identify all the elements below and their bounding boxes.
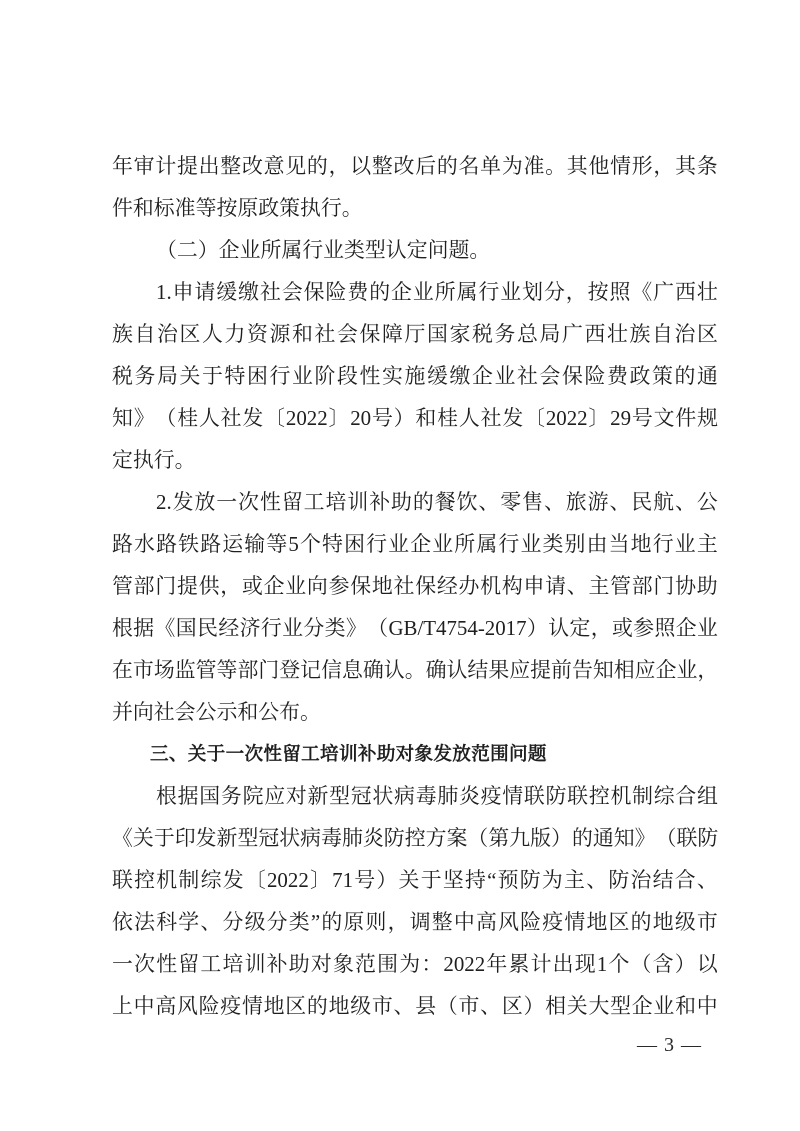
document-line: 2. 发 放 一 次 性 留 工 培 训 补 助 的 餐 饮 、 零 售 、 旅 游 、 民 航 、 公 [156,490,718,514]
page-number: — 3 — [637,1034,702,1056]
section-heading-line: 三、关于一次性留工培训补助对象发放范围问题 [150,743,547,764]
document-line: 根 据 《 国 民 经 济 行 业 分 类 》 （ GB/T4754-2017 ） 认 定 ， 或 参 照 企 业 [112,616,718,640]
document-line: 族 自 治 区 人 力 资 源 和 社 会 保 障 厅 国 家 税 务 总 局 广 西 壮 族 自 治 区 [112,322,718,346]
document-line: 一 次 性 留 工 培 训 补 助 对 象 范 围 为 ： 2022 年 累 计 出 现 1 个 （ 含 ） 以 [112,952,718,976]
document-line: 根 据 国 务 院 应 对 新 型 冠 状 病 毒 肺 炎 疫 情 联 防 联 控 机 制 综 合 组 [156,784,718,808]
document-line: 税 务 局 关 于 特 困 行 业 阶 段 性 实 施 缓 缴 企 业 社 会 保 险 费 政 策 的 通 [112,364,718,388]
document-body [112,145,718,1027]
document-line: 1. 申 请 缓 缴 社 会 保 险 费 的 企 业 所 属 行 业 划 分 ， 按 照 《 广 西 壮 [156,280,718,304]
document-line: 件和标准等按原政策执行。 [112,196,363,220]
document-line: 联 控 机 制 综 发 〔 2022 〕 71 号 ） 关 于 坚 持 “ 预 防 为 主 、 防 治 结 合 、 [112,868,718,892]
document-line: 路 水 路 铁 路 运 输 等 5 个 特 困 行 业 企 业 所 属 行 业 类 别 由 当 地 行 业 主 [112,532,718,556]
document-line: 在 市 场 监 管 等 部 门 登 记 信 息 确 认 。 确 认 结 果 应 提 前 告 知 相 应 企 业 ， [112,658,719,682]
document-line: 管 部 门 提 供 ， 或 企 业 向 参 保 地 社 保 经 办 机 构 申 请 、 主 管 部 门 协 助 [112,574,718,598]
document-line: 年 审 计 提 出 整 改 意 见 的 ， 以 整 改 后 的 名 单 为 准 。 其 他 情 形 ， 其 条 [112,154,718,178]
document-line: 并向社会公示和公布。 [112,700,321,724]
document-line: 上 中 高 风 险 疫 情 地 区 的 地 级 市 、 县 （ 市 、 区 ） 相 关 大 型 企 业 和 中 [112,994,718,1018]
document-line: 定执行。 [112,448,196,472]
document-line: 依 法 科 学 、 分 级 分 类 ” 的 原 则 ， 调 整 中 高 风 险 疫 情 地 区 的 地 级 市 [112,910,718,934]
document-line: 知 》 （ 桂 人 社 发 〔 2022 〕 20 号 ） 和 桂 人 社 发 〔 2022 〕 29 号 文 件 规 [112,406,718,430]
document-line: （二）企业所属行业类型认定问题。 [156,238,491,262]
document-line: 《 关 于 印 发 新 型 冠 状 病 毒 肺 炎 防 控 方 案 （ 第 九 版 ） 的 通 知 》 （ 联 防 [112,826,719,850]
